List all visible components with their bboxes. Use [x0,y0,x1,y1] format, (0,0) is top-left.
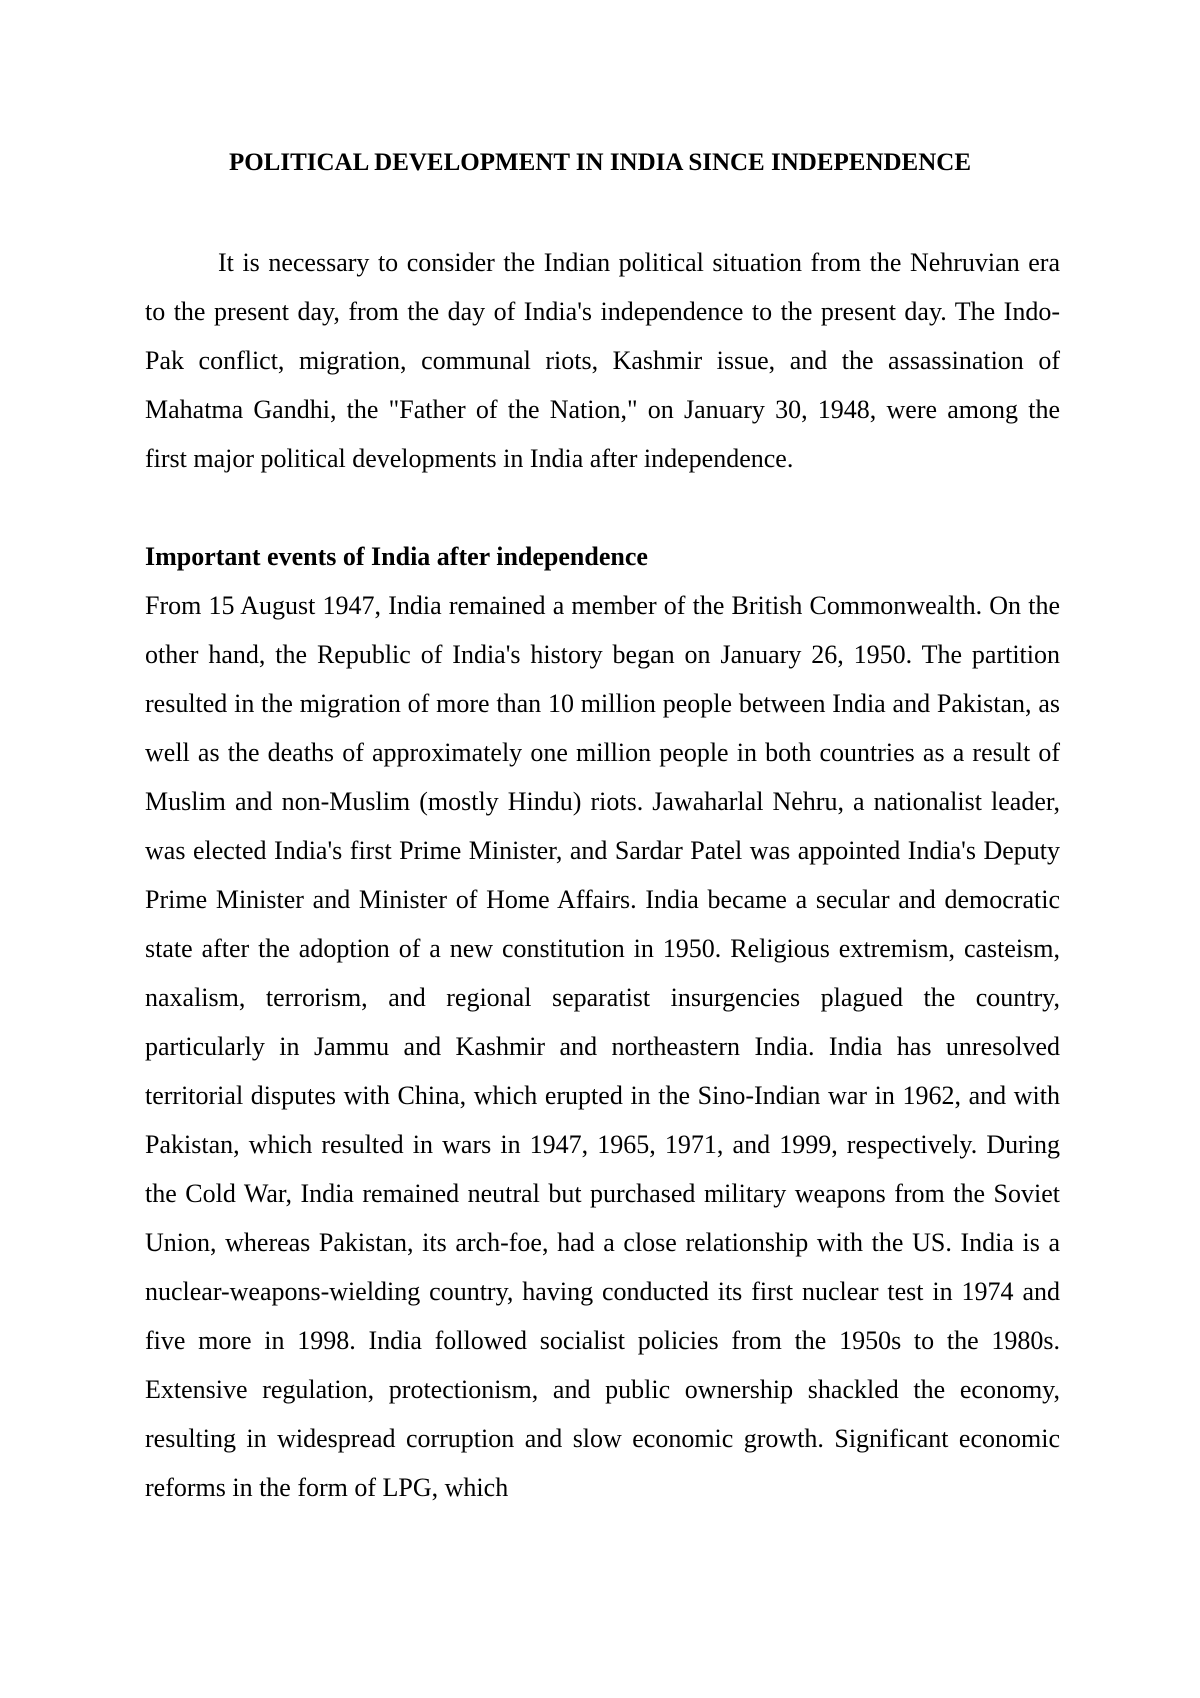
section-paragraph: From 15 August 1947, India remained a member of the British Commonwealth. On the other hand, the Republic of India's history began on January 26, 1950. The partition resulted in the migration of more than 10 million people between India and Pakistan, as well as the deaths of approximately one million people in both countries as a result of Muslim and non-Muslim (mostly Hindu) riots. Jawaharlal Nehru, a nationalist leader, was elected India's first Prime Minister, and Sardar Patel was appointed India's Deputy Prime Minister and Minister of Home Affairs. India became a secular and democratic state after the adoption of a new constitution in 1950. Religious extremism, casteism, naxalism, terrorism, and regional separatist insurgencies plagued the country, particularly in Jammu and Kashmir and northeastern India. India has unresolved territorial disputes with China, which erupted in the Sino-Indian war in 1962, and with Pakistan, which resulted in wars in 1947, 1965, 1971, and 1999, respectively. During the Cold War, India remained neutral but purchased military weapons from the Soviet Union, whereas Pakistan, its arch-foe, had a close relationship with the US. India is a nuclear-weapons-wielding country, having conducted its first nuclear test in 1974 and five more in 1998. India followed socialist policies from the 1950s to the 1980s. Extensive regulation, protectionism, and public ownership shackled the economy, resulting in widespread corruption and slow economic growth. Significant economic reforms in the form of LPG, which [145,591,1060,1502]
intro-paragraph: It is necessary to consider the Indian political situation from the Nehruvian era to the present day, from the day of India's independence to the present day. The Indo-Pak conflict, migration, communal riots, Kashmir issue, and the assassination of Mahatma Gandhi, the "Father of the Nation," on January 30, 1948, were among the first major political developments in India after independence. [145,248,1060,473]
document-title: POLITICAL DEVELOPMENT IN INDIA SINCE INDEPENDENCE [228,149,972,176]
section-heading: Important events of India after independence [145,542,648,571]
